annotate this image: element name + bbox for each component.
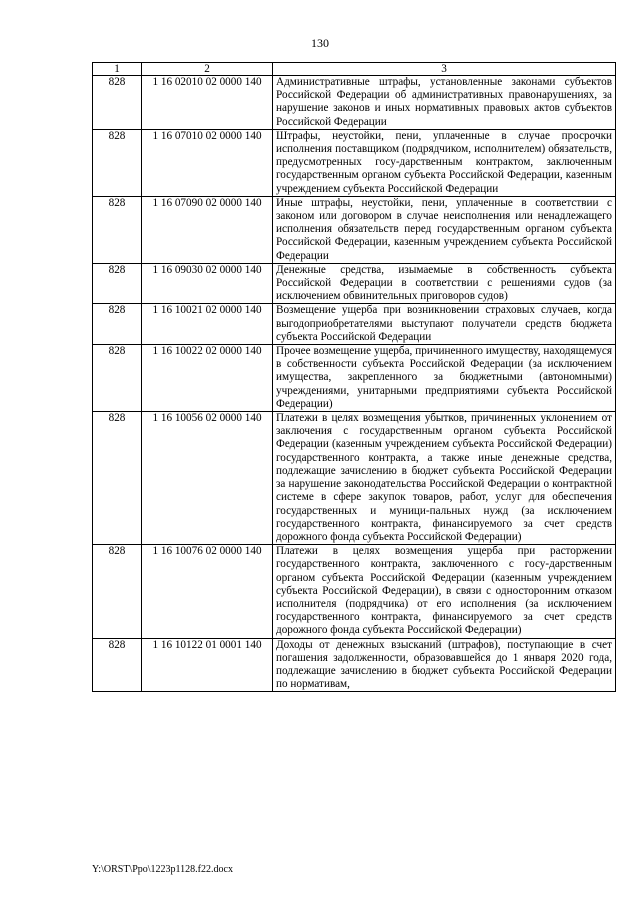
document-file-path: Y:\ORST\Ppo\1223p1128.f22.docx [92,864,233,875]
table-row [93,545,616,638]
table-row [93,345,616,412]
revenue-codes-table [92,62,616,692]
budget-code-cell: 1 16 02010 02 0000 140 [142,76,273,130]
budget-code-cell: 1 16 10056 02 0000 140 [142,412,273,545]
budget-code-cell: 1 16 10021 02 0000 140 [142,304,273,345]
budget-code-cell: 1 16 10122 01 0001 140 [142,638,273,692]
table-header-row [93,63,616,76]
table-row [93,129,616,196]
admin-code-cell: 828 [93,129,142,196]
admin-code-cell: 828 [93,304,142,345]
table-row [93,638,616,692]
column-header-3: 3 [273,63,616,76]
admin-code-cell: 828 [93,638,142,692]
description-cell: Платежи в целях возмещения ущерба при расторжении государственного контракта, заключенного с госу-дарственным органом субъекта Российской Федерации (казенным учреждением субъекта Российской Федерации), в связи с односторонним отказом исполнителя (подрядчика) от его исполнения (за исключением государственного контракта, финансируемого за счет средств дорожного фонда субъекта Российской Федерации) [273,545,616,638]
table-row [93,76,616,130]
description-cell: Иные штрафы, неустойки, пени, уплаченные в соответствии с законом или договором в случае неисполнения или ненадлежащего исполнения обязательств перед государственным органом субъекта Российской Федерации, казенным учреждением субъекта Российской Федерации [273,196,616,263]
admin-code-cell: 828 [93,412,142,545]
table-row [93,196,616,263]
description-cell: Возмещение ущерба при возникновении страховых случаев, когда выгодоприобретателями выступают получатели средств бюджета субъекта Российской Федерации [273,304,616,345]
table-row [93,412,616,545]
page-number: 130 [311,36,329,50]
budget-code-cell: 1 16 07090 02 0000 140 [142,196,273,263]
budget-code-cell: 1 16 07010 02 0000 140 [142,129,273,196]
table-row [93,263,616,304]
description-cell: Платежи в целях возмещения убытков, причиненных уклонением от заключения с государственным органом субъекта Российской Федерации (казенным учреждением субъекта Российской Федерации) государственного контракта, а также иные денежные средства, подлежащие зачислению в бюджет субъекта Российской Федерации за нарушение законодательства Российской Федерации о контрактной системе в сфере закупок товаров, работ, услуг для обеспечения государственных и муници-пальных нужд (за исключением государственного контракта, финансируемого за счет средств дорожного фонда субъекта Российской Федерации) [273,412,616,545]
description-cell: Доходы от денежных взысканий (штрафов), поступающие в счет погашения задолженности, образовавшейся до 1 января 2020 года, подлежащие зачислению в бюджет субъекта Российской Федерации по нормативам, [273,638,616,692]
description-cell: Денежные средства, изымаемые в собственность субъекта Российской Федерации в соответствии с решениями судов (за исключением обвинительных приговоров судов) [273,263,616,304]
table-row [93,304,616,345]
admin-code-cell: 828 [93,76,142,130]
admin-code-cell: 828 [93,545,142,638]
admin-code-cell: 828 [93,345,142,412]
admin-code-cell: 828 [93,196,142,263]
column-header-1: 1 [93,63,142,76]
description-cell: Штрафы, неустойки, пени, уплаченные в случае просрочки исполнения поставщиком (подрядчиком, исполнителем) обязательств, предусмотренных госу-дарственным контрактом, заключенным государственным органом субъекта Российской Федерации, казенным учреждением субъекта Российской Федерации [273,129,616,196]
description-cell: Административные штрафы, установленные законами субъектов Российской Федерации об административных правонарушениях, за нарушение законов и иных нормативных правовых актов субъектов Российской Федерации [273,76,616,130]
budget-code-cell: 1 16 10076 02 0000 140 [142,545,273,638]
admin-code-cell: 828 [93,263,142,304]
description-cell: Прочее возмещение ущерба, причиненного имуществу, находящемуся в собственности субъекта Российской Федерации (за исключением имущества, закрепленного за бюджетными (автономными) учреждениями, унитарными предприятиями субъекта Российской Федерации) [273,345,616,412]
column-header-2: 2 [142,63,273,76]
budget-code-cell: 1 16 10022 02 0000 140 [142,345,273,412]
budget-code-cell: 1 16 09030 02 0000 140 [142,263,273,304]
